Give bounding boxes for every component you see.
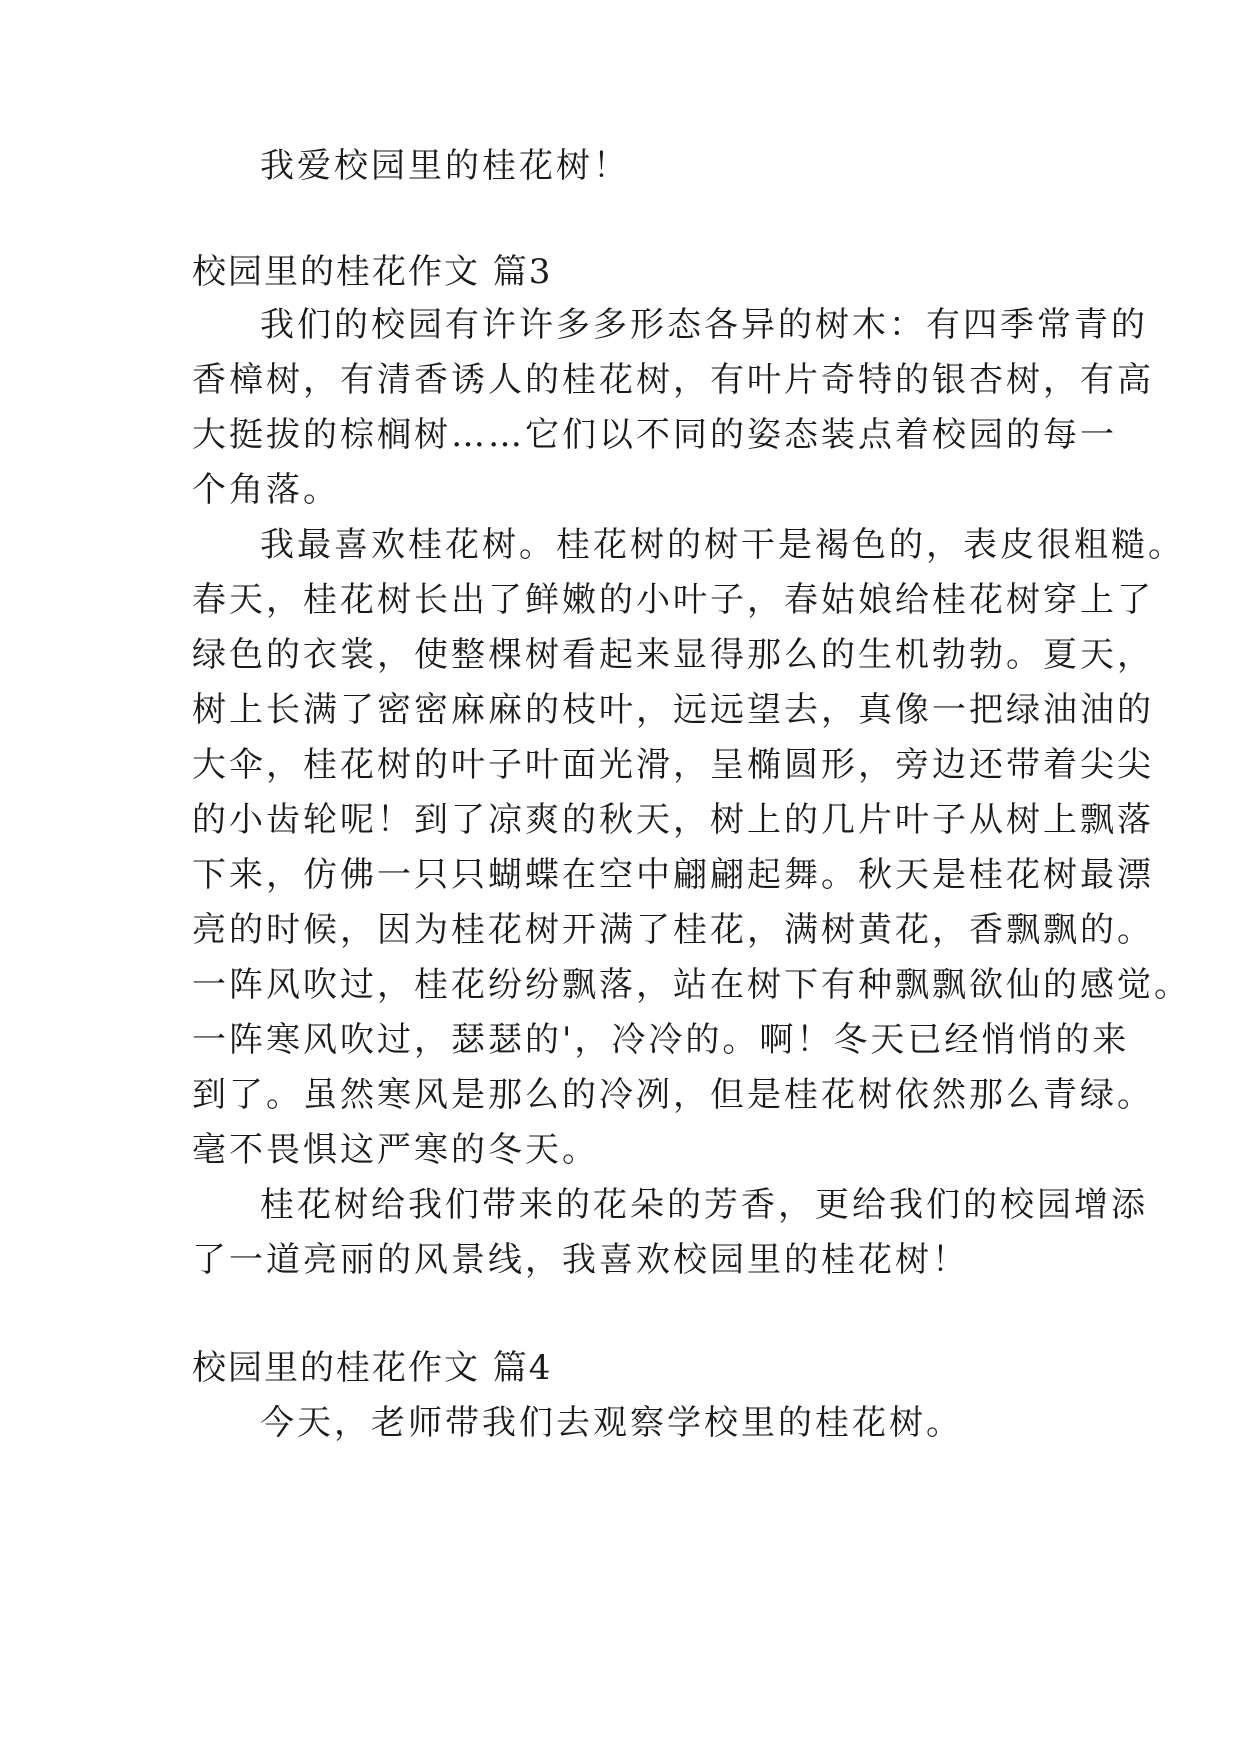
paragraph-line: 毫不畏惧这严寒的冬天。 [192,1130,599,1170]
paragraph-line: 桂花树给我们带来的花朵的芳香，更给我们的校园增添 [260,1185,1148,1225]
section-heading-3: 校园里的桂花作文 篇3 [192,252,553,292]
paragraph-line: 树上长满了密密麻麻的枝叶，远远望去，真像一把绿油油的 [192,690,1154,730]
paragraph-line: 我最喜欢桂花树。桂花树的树干是褐色的，表皮很粗糙。 [260,525,1185,565]
paragraph-line: 个角落。 [192,470,340,510]
paragraph-line: 了一道亮丽的风景线，我喜欢校园里的桂花树！ [192,1240,969,1280]
paragraph-line: 下来，仿佛一只只蝴蝶在空中翩翩起舞。秋天是桂花树最漂 [192,855,1154,895]
paragraph-line: 绿色的衣裳，使整棵树看起来显得那么的生机勃勃。夏天， [192,635,1154,675]
paragraph-line: 一阵风吹过，桂花纷纷飘落，站在树下有种飘飘欲仙的感觉。 [192,965,1191,1005]
paragraph-line: 的小齿轮呢！到了凉爽的秋天，树上的几片叶子从树上飘落 [192,800,1154,840]
paragraph-line: 我爱校园里的桂花树！ [260,146,630,186]
paragraph-line: 今天，老师带我们去观察学校里的桂花树。 [260,1403,963,1443]
paragraph-line: 大挺拔的棕榈树……它们以不同的姿态装点着校园的每一 [192,415,1117,455]
section-heading-4: 校园里的桂花作文 篇4 [192,1348,553,1388]
paragraph-line: 亮的时候，因为桂花树开满了桂花，满树黄花，香飘飘的。 [192,910,1154,950]
paragraph-line: 到了。虽然寒风是那么的冷冽，但是桂花树依然那么青绿。 [192,1075,1154,1115]
paragraph-line: 我们的校园有许许多多形态各异的树木：有四季常青的 [260,305,1148,345]
paragraph-line: 一阵寒风吹过，瑟瑟的'，冷冷的。啊！冬天已经悄悄的来 [192,1020,1130,1060]
paragraph-line: 大伞，桂花树的叶子叶面光滑，呈椭圆形，旁边还带着尖尖 [192,745,1154,785]
paragraph-line: 香樟树，有清香诱人的桂花树，有叶片奇特的银杏树，有高 [192,360,1154,400]
paragraph-line: 春天，桂花树长出了鲜嫩的小叶子，春姑娘给桂花树穿上了 [192,580,1154,620]
